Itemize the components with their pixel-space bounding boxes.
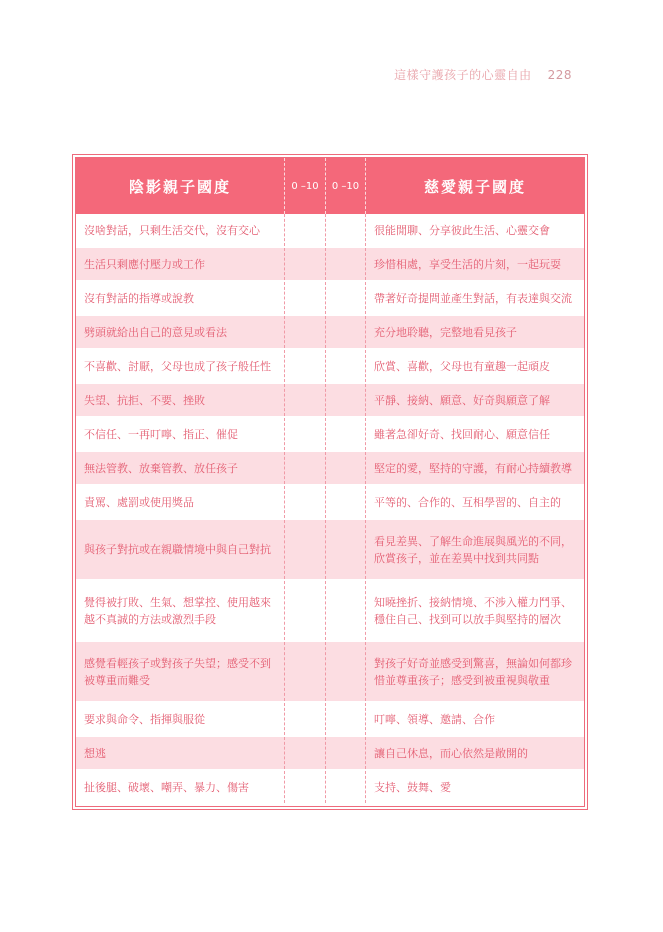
loving-realm-cell: 平靜、接納、願意、好奇與願意了解	[374, 393, 550, 407]
score-cell-left	[284, 418, 325, 450]
score-cell-right	[325, 771, 366, 803]
scale-left-label: 0 –10	[291, 180, 319, 192]
shadow-realm-cell: 扯後腿、破壞、嘲弄、暴力、傷害	[84, 780, 249, 794]
score-cell-left	[284, 642, 325, 701]
score-cell-right	[325, 642, 366, 701]
shadow-realm-cell: 劈頭就給出自己的意見或看法	[84, 325, 227, 339]
shadow-realm-cell: 要求與命令、指揮與服從	[84, 712, 205, 726]
table-body	[76, 214, 584, 806]
table-row	[76, 350, 584, 384]
score-cell-left	[284, 581, 325, 640]
score-cell-left	[284, 737, 325, 769]
score-cell-right	[325, 452, 366, 484]
score-cell-left	[284, 703, 325, 735]
loving-realm-cell: 充分地聆聽，完整地看見孩子	[374, 325, 517, 339]
shadow-realm-cell: 生活只剩應付壓力或工作	[84, 257, 205, 271]
table-row	[76, 520, 584, 581]
score-cell-left	[284, 248, 325, 280]
score-cell-right	[325, 418, 366, 450]
page-number: 228	[547, 68, 572, 82]
shadow-realm-cell: 無法管教、放棄管教、放任孩子	[84, 461, 238, 475]
table-row	[76, 581, 584, 642]
score-cell-right	[325, 248, 366, 280]
table-row	[76, 452, 584, 486]
table-row	[76, 384, 584, 418]
loving-realm-cell: 平等的、合作的、互相學習的、自主的	[374, 495, 561, 509]
table-row	[76, 316, 584, 350]
score-cell-right	[325, 581, 366, 640]
score-cell-left	[284, 316, 325, 348]
table-inner	[75, 157, 585, 807]
score-cell-right	[325, 486, 366, 518]
table-row	[76, 642, 584, 703]
score-cell-right	[325, 350, 366, 382]
score-cell-left	[284, 486, 325, 518]
header-scale-left-cell	[284, 158, 325, 214]
score-cell-left	[284, 384, 325, 416]
table-row	[76, 737, 584, 771]
shadow-realm-cell: 責罵、處罰或使用獎品	[84, 495, 194, 509]
shadow-realm-cell: 沒啥對話，只剩生活交代，沒有交心	[84, 223, 260, 237]
table-row	[76, 214, 584, 248]
shadow-realm-cell: 覺得被打敗、生氣、想掌控、使用越來越不真誠的方法或激烈手段	[84, 595, 271, 626]
score-cell-left	[284, 771, 325, 803]
header-left-cell	[76, 158, 284, 214]
table-row	[76, 771, 584, 805]
score-cell-right	[325, 703, 366, 735]
shadow-realm-cell: 沒有對話的指導或說教	[84, 291, 194, 305]
comparison-table	[72, 154, 588, 810]
right-column-title: 慈愛親子國度	[423, 177, 526, 196]
score-cell-right	[325, 737, 366, 769]
shadow-realm-cell: 不喜歡、討厭，父母也成了孩子般任性	[84, 359, 271, 373]
loving-realm-cell: 叮嚀、領導、邀請、合作	[374, 712, 495, 726]
loving-realm-cell: 欣賞、喜歡，父母也有童趣一起頑皮	[374, 359, 550, 373]
header-right-cell	[366, 158, 584, 214]
score-cell-right	[325, 316, 366, 348]
table-row	[76, 418, 584, 452]
book-title: 這樣守護孩子的心靈自由	[394, 68, 532, 82]
shadow-realm-cell: 想逃	[84, 746, 106, 760]
loving-realm-cell: 知曉挫折、接納情境、不涉入權力鬥爭、穩住自己、找到可以放手與堅持的層次	[374, 595, 572, 626]
score-cell-left	[284, 520, 325, 579]
shadow-realm-cell: 失望、抗拒、不要、挫敗	[84, 393, 205, 407]
table-row	[76, 486, 584, 520]
score-cell-left	[284, 282, 325, 314]
shadow-realm-cell: 感覺看輕孩子或對孩子失望；感受不到被尊重而難受	[84, 656, 271, 687]
loving-realm-cell: 對孩子好奇並感受到驚喜，無論如何都珍惜並尊重孩子；感受到被重視與敬重	[374, 656, 572, 687]
shadow-realm-cell: 不信任、一再叮嚀、指正、催促	[84, 427, 238, 441]
score-cell-right	[325, 520, 366, 579]
score-cell-left	[284, 350, 325, 382]
score-cell-right	[325, 282, 366, 314]
table-header-row	[76, 158, 584, 214]
loving-realm-cell: 看見差異、了解生命進展與風光的不同，欣賞孩子，並在差異中找到共同點	[374, 534, 572, 565]
table-row	[76, 248, 584, 282]
running-header	[0, 66, 572, 83]
loving-realm-cell: 珍惜相處，享受生活的片刻，一起玩耍	[374, 257, 561, 271]
loving-realm-cell: 讓自己休息，而心依然是敞開的	[374, 746, 528, 760]
loving-realm-cell: 支持、鼓舞、愛	[374, 780, 451, 794]
score-cell-left	[284, 452, 325, 484]
shadow-realm-cell: 與孩子對抗或在親職情境中與自己對抗	[84, 543, 271, 556]
loving-realm-cell: 雖著急卻好奇、找回耐心、願意信任	[374, 427, 550, 441]
scale-right-label: 0 –10	[331, 180, 360, 192]
loving-realm-cell: 很能閒聊、分享彼此生活、心靈交會	[374, 223, 550, 237]
loving-realm-cell: 帶著好奇提問並產生對話，有表達與交流	[374, 291, 572, 305]
table-row	[76, 282, 584, 316]
score-cell-left	[284, 214, 325, 246]
left-column-title: 陰影親子國度	[128, 177, 231, 196]
table-row	[76, 703, 584, 737]
loving-realm-cell: 堅定的愛，堅持的守護，有耐心持續教導	[374, 461, 572, 475]
score-cell-right	[325, 384, 366, 416]
score-cell-right	[325, 214, 366, 246]
header-scale-right-cell	[325, 158, 366, 214]
